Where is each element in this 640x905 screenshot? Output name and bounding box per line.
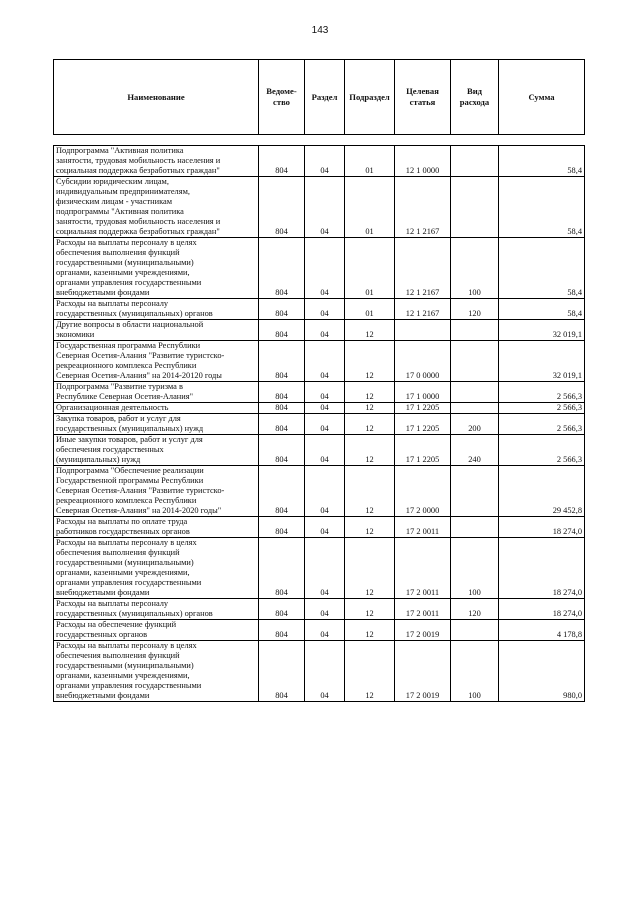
header-subsection: Подраздел — [345, 60, 395, 135]
cell-dept: 804 — [259, 517, 305, 538]
cell-amount: 18 274,0 — [499, 538, 585, 599]
cell-name: Организационная деятельность — [54, 403, 259, 414]
cell-dept: 804 — [259, 177, 305, 238]
cell-subsection: 12 — [345, 517, 395, 538]
table-row — [54, 641, 585, 702]
cell-expense-type — [451, 620, 499, 641]
cell-expense-type: 100 — [451, 641, 499, 702]
cell-name: Государственная программа Республики Северная Осетия-Алания "Развитие туристско- рекреационного комплекса Республики Северная Осетия-Алания" на 2014-20120 годы — [54, 341, 259, 382]
cell-dept: 804 — [259, 435, 305, 466]
cell-subsection: 01 — [345, 177, 395, 238]
cell-name: Иные закупки товаров, работ и услуг для обеспечения государственных (муниципальных) нужд — [54, 435, 259, 466]
cell-dept: 804 — [259, 403, 305, 414]
cell-name: Закупка товаров, работ и услуг для государственных (муниципальных) нужд — [54, 414, 259, 435]
table-row — [54, 238, 585, 299]
header-target: Целевая статья — [395, 60, 451, 135]
cell-amount: 29 452,8 — [499, 466, 585, 517]
cell-subsection: 01 — [345, 146, 395, 177]
cell-target: 17 1 0000 — [395, 382, 451, 403]
cell-section: 04 — [305, 414, 345, 435]
cell-target: 17 2 0011 — [395, 517, 451, 538]
cell-dept: 804 — [259, 341, 305, 382]
cell-expense-type — [451, 466, 499, 517]
cell-section: 04 — [305, 599, 345, 620]
cell-expense-type — [451, 341, 499, 382]
cell-section: 04 — [305, 177, 345, 238]
table-row — [54, 382, 585, 403]
cell-subsection: 12 — [345, 341, 395, 382]
cell-section: 04 — [305, 403, 345, 414]
cell-target: 12 1 2167 — [395, 299, 451, 320]
cell-expense-type: 100 — [451, 538, 499, 599]
table-row — [54, 599, 585, 620]
header-expense-type: Вид расхода — [451, 60, 499, 135]
cell-name: Расходы на выплаты по оплате труда работников государственных органов — [54, 517, 259, 538]
cell-name: Подпрограмма "Обеспечение реализации Государственной программы Республики Северная Осетия-Алания "Развитие туристско- рекреационного комплекса Республики Северная Осетия-Алания" на 2014-2020 годы" — [54, 466, 259, 517]
cell-subsection: 12 — [345, 435, 395, 466]
cell-target: 12 1 2167 — [395, 177, 451, 238]
cell-name: Другие вопросы в области национальной экономики — [54, 320, 259, 341]
cell-name: Расходы на выплаты персоналу государственных (муниципальных) органов — [54, 599, 259, 620]
cell-subsection: 12 — [345, 320, 395, 341]
cell-amount: 32 019,1 — [499, 320, 585, 341]
cell-target: 17 1 2205 — [395, 403, 451, 414]
cell-expense-type — [451, 177, 499, 238]
cell-section: 04 — [305, 320, 345, 341]
cell-expense-type: 200 — [451, 414, 499, 435]
cell-amount: 32 019,1 — [499, 341, 585, 382]
table-row — [54, 146, 585, 177]
cell-target: 17 2 0011 — [395, 538, 451, 599]
cell-expense-type — [451, 146, 499, 177]
cell-subsection: 01 — [345, 299, 395, 320]
cell-section: 04 — [305, 538, 345, 599]
cell-subsection: 12 — [345, 403, 395, 414]
cell-section: 04 — [305, 435, 345, 466]
cell-expense-type: 120 — [451, 599, 499, 620]
cell-dept: 804 — [259, 466, 305, 517]
cell-dept: 804 — [259, 299, 305, 320]
table-body — [54, 146, 585, 702]
cell-subsection: 12 — [345, 599, 395, 620]
table-row — [54, 538, 585, 599]
cell-target: 17 1 2205 — [395, 435, 451, 466]
cell-expense-type — [451, 320, 499, 341]
header-amount: Сумма — [499, 60, 585, 135]
table-row — [54, 341, 585, 382]
header-dept: Ведоме- ство — [259, 60, 305, 135]
cell-amount: 58,4 — [499, 299, 585, 320]
cell-amount: 980,0 — [499, 641, 585, 702]
cell-name: Расходы на выплаты персоналу государственных (муниципальных) органов — [54, 299, 259, 320]
cell-name: Подпрограмма "Активная политика занятости, трудовая мобильность населения и социальная поддержка безработных граждан" — [54, 146, 259, 177]
cell-section: 04 — [305, 146, 345, 177]
cell-subsection: 12 — [345, 466, 395, 517]
table-row — [54, 414, 585, 435]
cell-target: 12 1 0000 — [395, 146, 451, 177]
cell-amount: 18 274,0 — [499, 517, 585, 538]
cell-expense-type — [451, 517, 499, 538]
cell-section: 04 — [305, 382, 345, 403]
header-spacer-row — [54, 135, 585, 146]
cell-amount: 2 566,3 — [499, 414, 585, 435]
cell-name: Подпрограмма "Развитие туризма в Республике Северная Осетия-Алания" — [54, 382, 259, 403]
cell-section: 04 — [305, 517, 345, 538]
cell-target: 17 2 0000 — [395, 466, 451, 517]
cell-expense-type: 100 — [451, 238, 499, 299]
cell-section: 04 — [305, 299, 345, 320]
cell-dept: 804 — [259, 320, 305, 341]
cell-expense-type: 120 — [451, 299, 499, 320]
cell-target: 17 1 2205 — [395, 414, 451, 435]
cell-name: Субсидии юридическим лицам, индивидуальным предпринимателям, физическим лицам - участникам подпрограммы "Активная политика занятости, трудовая мобильность населения и социальная поддержка безработных граждан" — [54, 177, 259, 238]
cell-name: Расходы на выплаты персоналу в целях обеспечения выполнения функций государственными (муниципальными) органами, казенными учреждениями, органами управления государственными внебюджетными фондами — [54, 641, 259, 702]
cell-target: 17 2 0019 — [395, 620, 451, 641]
cell-dept: 804 — [259, 599, 305, 620]
cell-section: 04 — [305, 620, 345, 641]
table-row — [54, 403, 585, 414]
table-row — [54, 299, 585, 320]
cell-dept: 804 — [259, 382, 305, 403]
header-section: Раздел — [305, 60, 345, 135]
cell-amount: 58,4 — [499, 146, 585, 177]
cell-name: Расходы на выплаты персоналу в целях обеспечения выполнения функций государственными (муниципальными) органами, казенными учреждениями, органами управления государственными внебюджетными фондами — [54, 538, 259, 599]
cell-dept: 804 — [259, 620, 305, 641]
header-spacer — [54, 135, 585, 146]
cell-subsection: 12 — [345, 641, 395, 702]
cell-subsection: 12 — [345, 414, 395, 435]
cell-amount: 18 274,0 — [499, 599, 585, 620]
header-name: Наименование — [54, 60, 259, 135]
cell-dept: 804 — [259, 238, 305, 299]
table-row — [54, 620, 585, 641]
cell-subsection: 12 — [345, 620, 395, 641]
cell-target — [395, 320, 451, 341]
cell-amount: 58,4 — [499, 238, 585, 299]
cell-target: 17 2 0011 — [395, 599, 451, 620]
cell-subsection: 12 — [345, 538, 395, 599]
table-row — [54, 466, 585, 517]
cell-dept: 804 — [259, 414, 305, 435]
cell-amount: 2 566,3 — [499, 403, 585, 414]
cell-subsection: 01 — [345, 238, 395, 299]
cell-target: 12 1 2167 — [395, 238, 451, 299]
page-number: 143 — [311, 25, 329, 36]
cell-expense-type — [451, 382, 499, 403]
cell-amount: 2 566,3 — [499, 435, 585, 466]
cell-amount: 4 178,8 — [499, 620, 585, 641]
cell-target: 17 2 0019 — [395, 641, 451, 702]
cell-dept: 804 — [259, 538, 305, 599]
cell-section: 04 — [305, 466, 345, 517]
cell-subsection: 12 — [345, 382, 395, 403]
cell-name: Расходы на обеспечение функций государственных органов — [54, 620, 259, 641]
cell-name: Расходы на выплаты персоналу в целях обеспечения выполнения функций государственными (муниципальными) органами, казенными учреждениями, органами управления государственными внебюджетными фондами — [54, 238, 259, 299]
cell-target: 17 0 0000 — [395, 341, 451, 382]
budget-table — [53, 59, 585, 702]
cell-expense-type: 240 — [451, 435, 499, 466]
cell-dept: 804 — [259, 641, 305, 702]
cell-amount: 58,4 — [499, 177, 585, 238]
table-header-row — [54, 60, 585, 135]
table-row — [54, 435, 585, 466]
cell-expense-type — [451, 403, 499, 414]
cell-section: 04 — [305, 641, 345, 702]
table-row — [54, 320, 585, 341]
table-row — [54, 177, 585, 238]
cell-section: 04 — [305, 341, 345, 382]
cell-amount: 2 566,3 — [499, 382, 585, 403]
cell-section: 04 — [305, 238, 345, 299]
cell-dept: 804 — [259, 146, 305, 177]
table-row — [54, 517, 585, 538]
